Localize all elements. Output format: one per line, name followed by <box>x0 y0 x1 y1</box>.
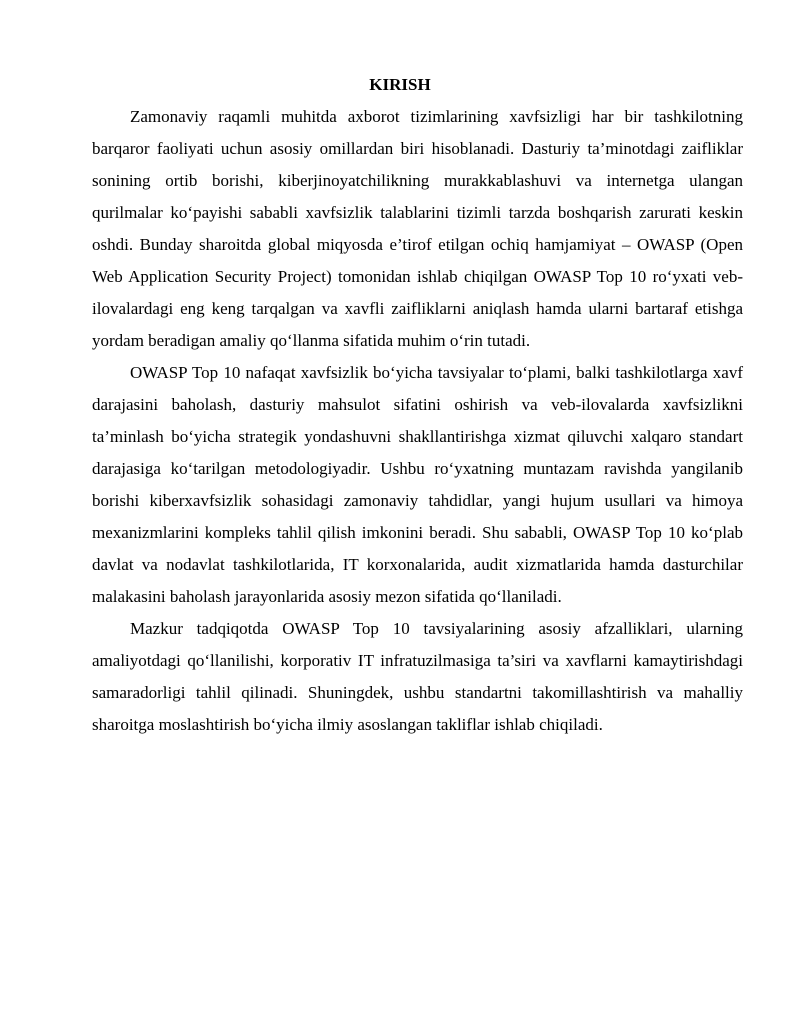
paragraph: OWASP Top 10 nafaqat xavfsizlik bo‘yicha tavsiyalar to‘plami, balki tashkilotlarga xavf darajasini baholash, dasturiy mahsulot sifatini oshirish va veb-ilovalarda xavfsizlikni ta’minlash bo‘yicha strategik yondashuvni shakllantirishga xizmat qiluvchi xalqaro standart darajasiga ko‘tarilgan metodologiyadir. Ushbu ro‘yxatning muntazam ravishda yangilanib borishi kiberxavfsizlik sohasidagi zamonaviy tahdidlar, yangi hujum usullari va himoya mexanizmlarini kompleks tahlil qilish imkonini beradi. Shu sababli, OWASP Top 10 ko‘plab davlat va nodavlat tashkilotlarida, IT korxonalarida, audit xizmatlarida hamda dasturchilar malakasini baholash jarayonlarida asosiy mezon sifatida qo‘llaniladi. <box>92 363 743 606</box>
paragraph: Zamonaviy raqamli muhitda axborot tizimlarining xavfsizligi har bir tashkilotning barqaror faoliyati uchun asosiy omillardan biri hisoblanadi. Dasturiy ta’minotdagi zaifliklar sonining ortib borishi, kiberjinoyatchilikning murakkablashuvi va internetga ulangan qurilmalar ko‘payishi sababli xavfsizlik talablarini tizimli tarzda boshqarish zarurati keskin oshdi. Bunday sharoitda global miqyosda e’tirof etilgan ochiq hamjamiyat – OWASP (Open Web Application Security Project) tomonidan ishlab chiqilgan OWASP Top 10 ro‘yxati veb-ilovalardagi eng keng tarqalgan va xavfli zaifliklarni aniqlash hamda ularni bartaraf etishga yordam beradigan amaliy qo‘llanma sifatida muhim o‘rin tutadi. <box>92 107 743 350</box>
body-text <box>92 101 743 741</box>
paragraph: Mazkur tadqiqotda OWASP Top 10 tavsiyalarining asosiy afzalliklari, ularning amaliyotdagi qo‘llanilishi, korporativ IT infratuzilmasiga ta’siri va xavflarni kamaytirishdagi samaradorligi tahlil qilinadi. Shuningdek, ushbu standartni takomillashtirish va mahalliy sharoitga moslashtirish bo‘yicha ilmiy asoslangan takliflar ishlab chiqiladi. <box>92 619 743 734</box>
section-heading: KIRISH <box>369 75 431 94</box>
